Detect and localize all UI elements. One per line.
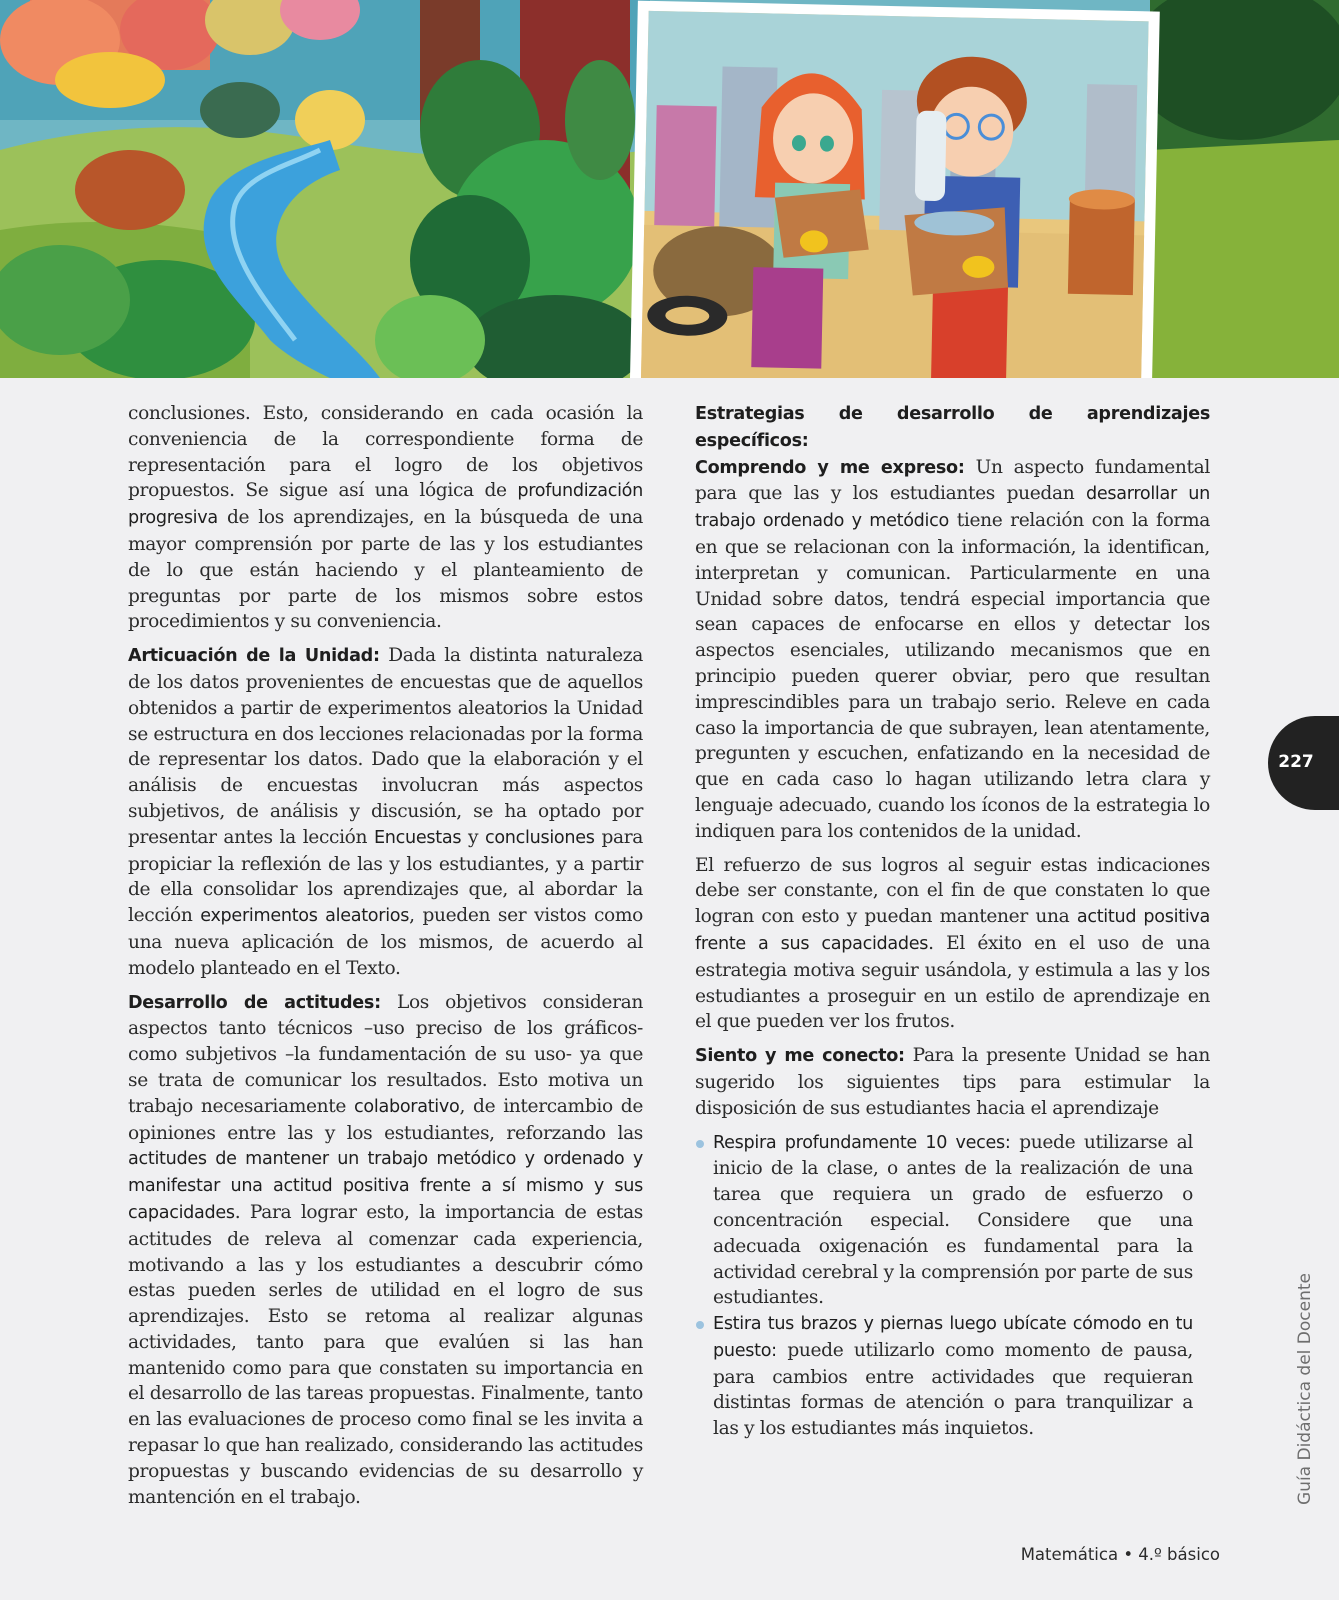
emphasis-text: profundización progresiva [128,481,643,529]
tips-list [695,1130,1210,1443]
paragraph-siento: Siento y me conecto: Para la presente Unidad se han sugerido los siguientes tips para estimular la disposición de sus estudiantes hacia el aprendizaje [695,1045,1210,1119]
paragraph-reinforcement: El refuerzo de sus logros al seguir estas indicaciones debe ser constante, con el fin de que constaten lo que logran con esto y puedan mantener una actitud positiva frente a sus capacidades. El éxito en el uso de una estrategia motiva seguir usándola, y estimula a las y los estudiantes a proseguir en un estilo de aprendizaje en el que pueden ver los frutos. [695,854,1211,1033]
section-heading-attitudes: Desarrollo de actitudes: [128,992,381,1013]
section-heading-strategies: Estrategias de desarrollo de aprendizajes específicos: [695,404,1210,451]
emphasis-text: actitud positiva frente a sus capacidades [695,907,1210,954]
illustration-banner [0,0,1339,378]
subheading-comprendo: Comprendo y me expreso: [695,457,965,478]
paragraph-articulation: Articuación de la Unidad: Dada la distinta naturaleza de los datos provenientes de encuestas que de aquellos obtenidos a partir de experimentos aleatorios la Unidad se estructura en dos lecciones relacionadas por la forma de representar los datos. Dado que la elaboración y el análisis de encuestas involucran más aspectos subjetivos, de análisis y discusión, se ha optado por presentar antes la lección Encuestas y conclusiones para propiciar la reflexión de las y los estudiantes, y a partir de ella consolidar los aprendizajes que, al abordar la lección experimentos aleatorios, pueden ser vistos como una nueva aplicación de los mismos, de acuerdo al modelo planteado en el Texto. [128,645,644,979]
emphasis-text: colaborativo [354,1096,460,1117]
list-item: Estira tus brazos y piernas luego ubícate cómodo en tu puesto: puede utilizarlo como momento de pausa, para cambios entre actividades que requieran distintas formas de atención o para tranquilizar a las y los estudiantes más inquietos. [695,1311,1193,1442]
paragraph-intro: conclusiones. Esto, considerando en cada ocasión la conveniencia de la correspondiente forma de representación para el logro de los objetivos propuestos. Se sigue así una lógica de profundización progresiva de los aprendizajes, en la búsqueda de una mayor comprensión por parte de las y los estudiantes de lo que están haciendo y el planteamiento de preguntas por parte de los mismos sobre estos procedimientos y su conveniencia. [128,403,643,633]
list-item: Respira profundamente 10 veces: puede utilizarse al inicio de la clase, o antes de la realización de una tarea que requiera un grado de esfuerzo o concentración especial. Considere que una adecuada oxigenación es fundamental para la actividad cerebral y la comprensión por parte de sus estudiantes. [695,1130,1193,1312]
subheading-siento: Siento y me conecto: [695,1046,905,1067]
emphasis-text: conclusiones [484,827,595,848]
section-heading-articulation: Articuación de la Unidad: [128,646,380,667]
tip-title: Estira tus brazos y piernas luego ubícate cómodo en tu puesto: [713,1314,1193,1361]
paragraph-attitudes: Desarrollo de actitudes: Los objetivos consideran aspectos tanto técnicos –uso preciso de los gráficos- como subjetivos –la fundamentación de su uso- ya que se trata de comunicar los resultados. Esto motiva un trabajo necesariamente colaborativo, de intercambio de opiniones entre las y los estudiantes, reforzando las actitudes de mantener un trabajo metódico y ordenado y manifestar una actitud positiva frente a sí mismo y sus capacidades. Para lograr esto, la importancia de estas actitudes de releva al comenzar cada experiencia, motivando a las y los estudiantes a descubrir cómo estas pueden serles de utilidad en el logro de sus aprendizajes. Esto se retoma al realizar algunas actividades, tanto para que evalúen si las han mantenido como para que constaten su importancia en el desarrollo de las tareas propuestas. Finalmente, tanto en las evaluaciones de proceso como final se les invita a repasar lo que han realizado, considerando las actitudes propuestas y buscando evidencias de su desarrollo y mantención en el trabajo. [128,991,643,1508]
side-running-title: Guía Didáctica del Docente [1295,1273,1315,1505]
paragraph-strategies: Estrategias de desarrollo de aprendizajes específicos: Comprendo y me expreso: Un aspecto fundamental para que las y los estudiantes puedan desarrollar un trabajo ordenado y metódico tiene relación con la forma en que se relacionan con la información, la identifican, interpretan y comunican. Particularmente en una Unidad sobre datos, tendrá especial importancia que sean capaces de enfocarse en ellos y detectar los aspectos esenciales, utilizando mecanismos que en principio pueden querer obviar, pero que resultan imprescindibles para un trabajo serio. Releve en cada caso la importancia de que subrayen, lean atentamente, pregunten y escuchen, enfatizando en la necesidad de que en cada caso lo hagan utilizando letra clara y lenguaje adecuado, cuando los íconos de la estrategia lo indiquen para los contenidos de la unidad. [695,404,1210,842]
emphasis-text: experimentos aleatorios [200,906,410,927]
tip-title: Respira profundamente 10 veces: [713,1132,1011,1153]
right-text-column [695,401,1210,1442]
emphasis-text: actitudes de mantener un trabajo metódico y ordenado y manifestar una actitud positiva frente a sí mismo y sus capacidades [128,1149,643,1223]
left-text-column [128,401,643,1518]
page-number: 227 [1278,752,1314,772]
emphasis-text: Encuestas [373,827,462,848]
emphasis-text: desarrollar un trabajo ordenado y metódico [695,484,1210,532]
page-footer: Matemática • 4.º básico [1020,1545,1220,1564]
